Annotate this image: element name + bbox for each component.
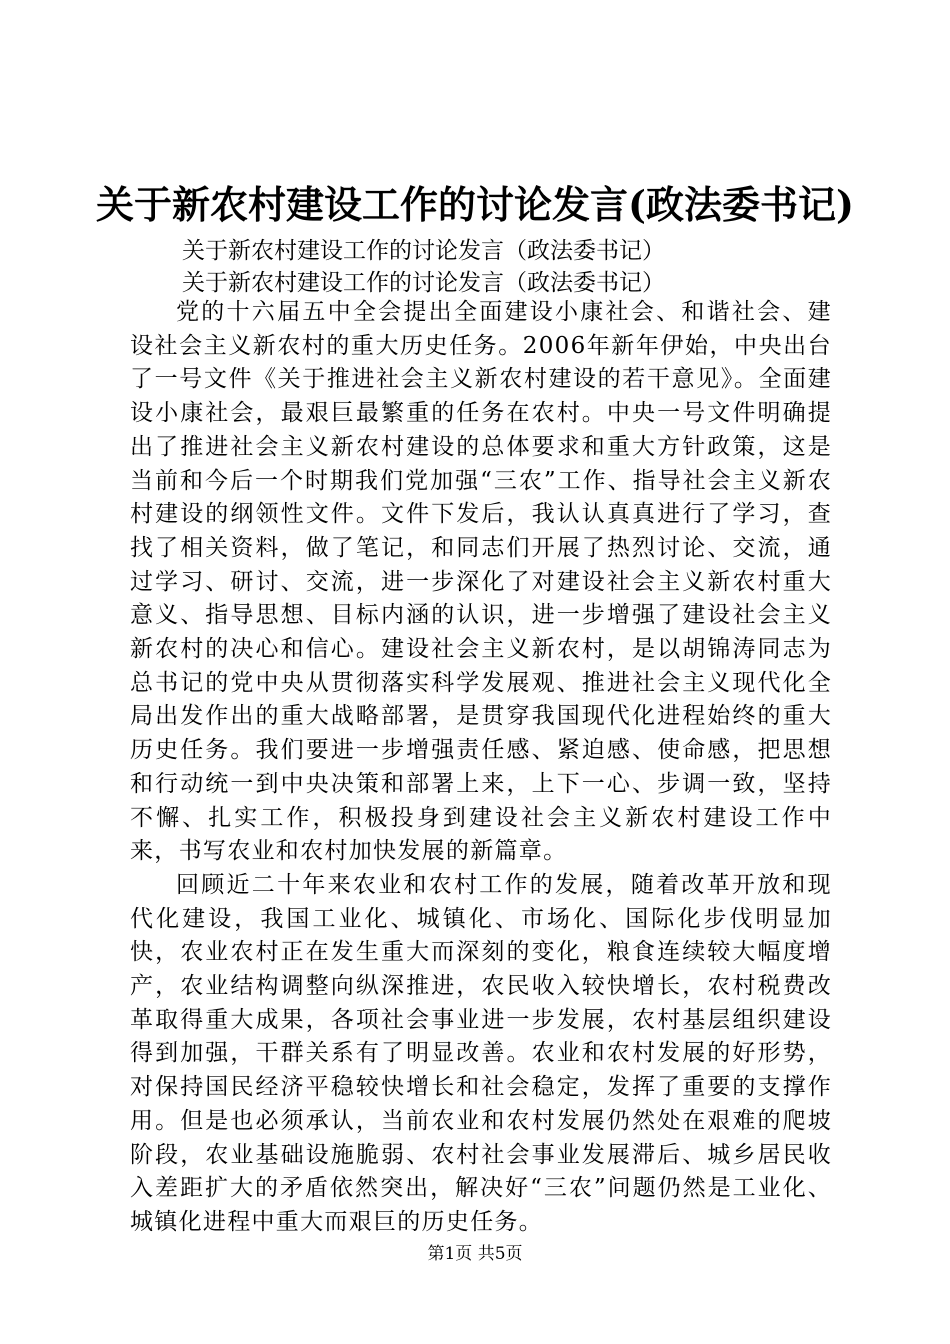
subtitle-line-2: 关于新农村建设工作的讨论发言（政法委书记） xyxy=(182,270,665,296)
document-body xyxy=(130,296,832,1240)
paragraph: 党的十六届五中全会提出全面建设小康社会、和谐社会、建设社会主义新农村的重大历史任务。2006年新年伊始，中央出台了一号文件《关于推进社会主义新农村建设的若干意见》。全面建设小康社会，最艰巨最繁重的任务在农村。中央一号文件明确提出了推进社会主义新农村建设的总体要求和重大方针政策，这是当前和今后一个时期我们党加强“三农”工作、指导社会主义新农村建设的纲领性文件。文件下发后，我认认真真进行了学习，查找了相关资料，做了笔记，和同志们开展了热烈讨论、交流，通过学习、研讨、交流，进一步深化了对建设社会主义新农村重大意义、指导思想、目标内涵的认识，进一步增强了建设社会主义新农村的决心和信心。建设社会主义新农村，是以胡锦涛同志为总书记的党中央从贯彻落实科学发展观、推进社会主义现代化全局出发作出的重大战略部署，是贯穿我国现代化进程始终的重大历史任务。我们要进一步增强责任感、紧迫感、使命感，把思想和行动统一到中央决策和部署上来，上下一心、步调一致，坚持不懈、扎实工作，积极投身到建设社会主义新农村建设工作中来，书写农业和农村加快发展的新篇章。 xyxy=(130,299,832,865)
page-footer: 第1页 共5页 xyxy=(427,1244,523,1264)
subtitle-line-1: 关于新农村建设工作的讨论发言（政法委书记） xyxy=(182,238,665,264)
paragraph: 回顾近二十年来农业和农村工作的发展，随着改革开放和现代化建设，我国工业化、城镇化、市场化、国际化步伐明显加快，农业农村正在发生重大而深刻的变化，粮食连续较大幅度增产，农业结构调整向纵深推进，农民收入较快增长，农村税费改革取得重大成果，各项社会事业进一步发展，农村基层组织建设得到加强，干群关系有了明显改善。农业和农村发展的好形势，对保持国民经济平稳较快增长和社会稳定，发挥了重要的支撑作用。但是也必须承认，当前农业和农村发展仍然处在艰难的爬坡阶段，农业基础设施脆弱、农村社会事业发展滞后、城乡居民收入差距扩大的矛盾依然突出，解决好“三农”问题仍然是工业化、城镇化进程中重大而艰巨的历史任务。 xyxy=(130,871,832,1235)
page-title: 关于新农村建设工作的讨论发言(政法委书记) xyxy=(96,182,854,227)
